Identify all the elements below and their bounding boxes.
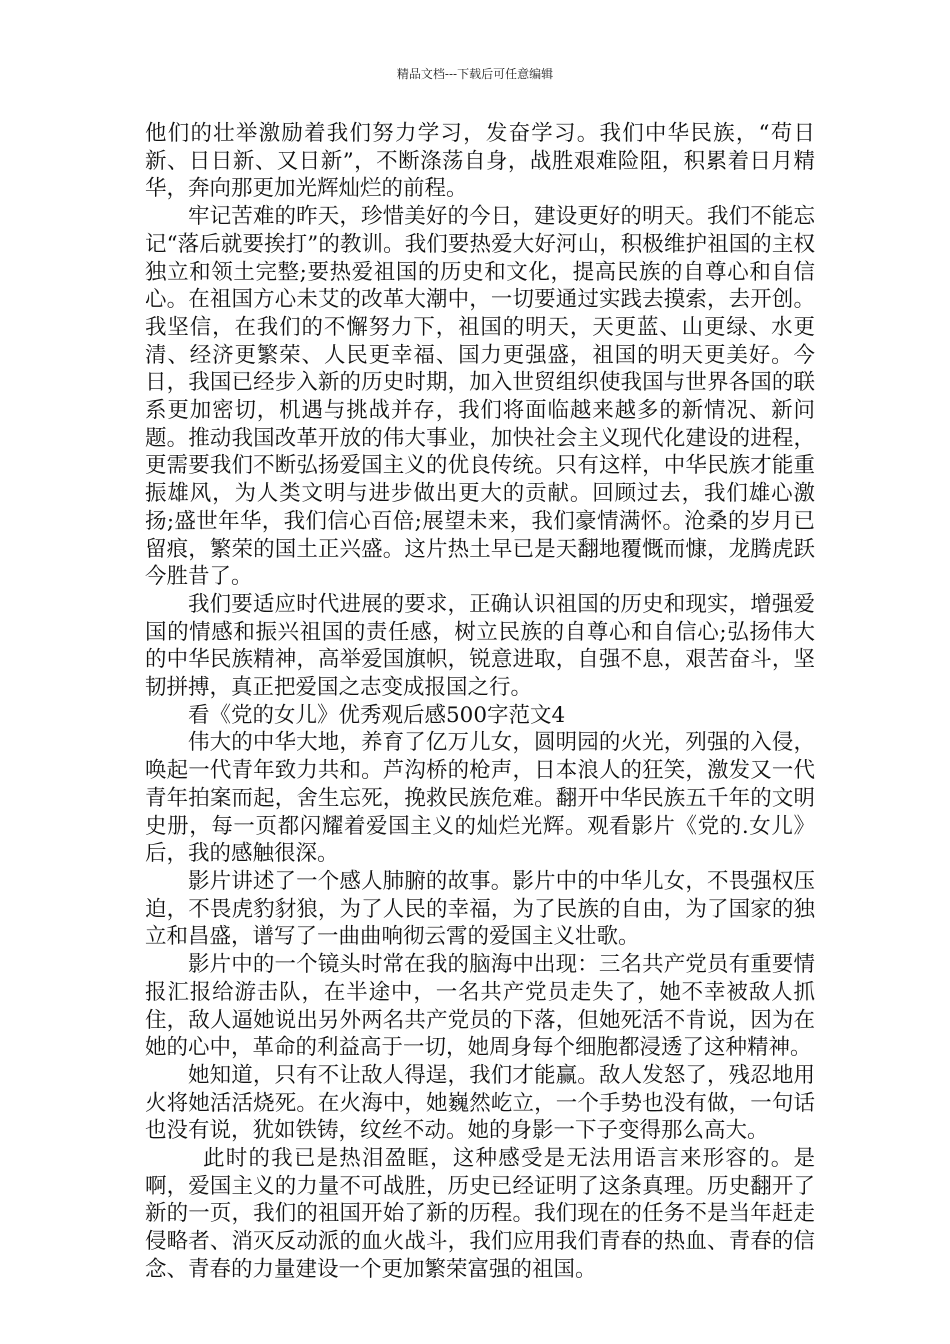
paragraph-7: 她知道，只有不让敌人得逞，我们才能赢。敌人发怒了，残忍地用火将她活活烧死。在火海中，她巍然屹立，一个手势也没有做，一句话也没有说，犹如铁铸，纹丝不动。她的身影一下子变得那么高大。 [145, 1062, 815, 1144]
page-header: 精品文档---下载后可任意编辑 [396, 67, 554, 81]
paragraph-8: 此时的我已是热泪盈眶，这种感受是无法用语言来形容的。是啊，爱国主义的力量不可战胜，历史已经证明了这条真理。历史翻开了新的一页，我们的祖国开始了新的历程。我们现在的任务不是当年赶走侵略者、消灭反动派的血火战斗，我们应用我们青春的热血、青春的信念、青春的力量建设一个更加繁荣富强的祖国。 [145, 1146, 815, 1282]
paragraph-1: 他们的壮举激励着我们努力学习，发奋学习。我们中华民族，“苟日新、日日新、又日新”，不断涤荡自身，战胜艰难险阻，积累着日月精华，奔向那更加光辉灿烂的前程。 [145, 121, 815, 202]
paragraph-3: 我们要适应时代进展的要求，正确认识祖国的历史和现实，增强爱国的情感和振兴祖国的责任感，树立民族的自尊心和自信心;弘扬伟大的中华民族精神，高举爱国旗帜，锐意进取，自强不息，艰苦奋斗，坚韧拼搏，真正把爱国之志变成报国之行。 [145, 591, 815, 701]
paragraph-2: 牢记苦难的昨天，珍惜美好的今日，建设更好的明天。我们不能忘记“落后就要挨打”的教训。我们要热爱大好河山，积极维护祖国的主权独立和领土完整;要热爱祖国的历史和文化，提高民族的自尊心和自信心。在祖国方心未艾的改革大潮中，一切要通过实践去摸索，去开创。我坚信，在我们的不懈努力下，祖国的明天，天更蓝、山更绿、水更清、经济更繁荣、人民更幸福、国力更强盛，祖国的明天更美好。今日，我国已经步入新的历史时期，加入世贸组织使我国与世界各国的联系更加密切，机遇与挑战并存，我们将面临越来越多的新情况、新问题。推动我国改革开放的伟大事业，加快社会主义现代化建设的进程，更需要我们不断弘扬爱国主义的优良传统。只有这样，中华民族才能重振雄风，为人类文明与进步做出更大的贡献。回顾过去，我们雄心激扬;盛世年华，我们信心百倍;展望未来，我们豪情满怀。沧桑的岁月已留痕，繁荣的国土正兴盛。这片热土早已是天翻地覆慨而慷，龙腾虎跃今胜昔了。 [145, 204, 815, 590]
paragraph-5: 影片讲述了一个感人肺腑的故事。影片中的中华儿女，不畏强权压迫，不畏虎豹豺狼，为了人民的幸福，为了民族的自由，为了国家的独立和昌盛，谱写了一曲曲响彻云霄的爱国主义壮歌。 [145, 868, 815, 950]
section-title: 看《党的女儿》优秀观后感500字范文4 [188, 702, 566, 728]
paragraph-4: 伟大的中华大地，养育了亿万儿女，圆明园的火光，列强的入侵，唤起一代青年致力共和。芦沟桥的枪声，日本浪人的狂笑，激发又一代青年拍案而起，舍生忘死，挽救民族危难。翻开中华民族五千年的文明史册，每一页都闪耀着爱国主义的灿烂光辉。观看影片《党的.女儿》后，我的感触很深。 [145, 730, 815, 867]
document-body [145, 120, 815, 1284]
paragraph-6: 影片中的一个镜头时常在我的脑海中出现：三名共产党员有重要情报汇报给游击队，在半途中，一名共产党员走失了，她不幸被敌人抓住，敌人逼她说出另外两名共产党员的下落，但她死活不肯说，因为在她的心中，革命的利益高于一切，她周身每个细胞都浸透了这种精神。 [145, 952, 815, 1061]
